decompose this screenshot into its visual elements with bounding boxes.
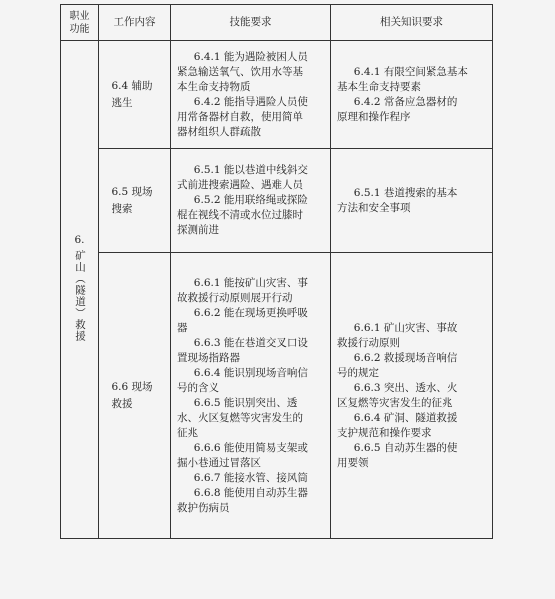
skill-line: 式前进搜索遇险、遇难人员 — [177, 179, 303, 191]
knowledge-line: 6.4.2 常备应急器材的 — [353, 95, 458, 108]
table-header-row — [61, 5, 493, 41]
knowledge-list — [331, 182, 492, 220]
skill-line: 故救援行动原则展开行动 — [177, 291, 293, 304]
function-cell — [61, 41, 99, 539]
skill-line: 6.6.3 能在巷道交叉口设 — [193, 336, 308, 349]
skill-line: 6.4.2 能指导遇险人员使 — [193, 95, 308, 108]
skill-line: 6.6.4 能识别现场音响信 — [193, 366, 308, 379]
skill-line: 6.6.8 能使用自动苏生器 — [193, 486, 308, 499]
content-label: 6.6 现场救援 — [111, 380, 153, 410]
knowledge-line: 基本生命支持要素 — [337, 80, 421, 93]
skill-line: 置现场指路器 — [177, 351, 240, 364]
skills-cell-6-6 — [171, 253, 331, 539]
header-knowledge: 相关知识要求 — [331, 5, 493, 41]
knowledge-cell-6-4 — [331, 41, 493, 149]
knowledge-line: 6.6.5 自动苏生器的使 — [353, 441, 458, 454]
skill-line: 紧急输送氧气、饮用水等基 — [177, 65, 303, 78]
skill-line: 号的含义 — [177, 381, 219, 394]
skills-list — [171, 46, 330, 144]
skill-line: 6.6.2 能在现场更换呼吸 — [193, 306, 308, 319]
occupational-standard-table — [60, 4, 493, 539]
content-cell-6-5 — [99, 149, 171, 253]
skill-line: 掘小巷通过冒落区 — [177, 456, 261, 469]
content-label: 6.4 辅助逃生 — [111, 79, 153, 109]
table-row — [61, 41, 493, 149]
skill-line: 6.6.7 能接水管、接风筒 — [193, 471, 308, 484]
knowledge-line: 6.6.1 矿山灾害、事故 — [353, 321, 458, 334]
table-row — [61, 253, 493, 539]
skills-cell-6-5 — [171, 149, 331, 253]
knowledge-line: 6.4.1 有限空间紧急基本 — [353, 65, 468, 78]
skill-line: 征兆 — [177, 426, 198, 439]
table-row — [61, 149, 493, 253]
skills-list — [171, 159, 330, 242]
knowledge-line: 原理和操作程序 — [337, 110, 411, 123]
knowledge-cell-6-6 — [331, 253, 493, 539]
skill-line: 6.6.1 能按矿山灾害、事 — [193, 276, 308, 289]
knowledge-line: 方法和安全事项 — [337, 201, 411, 214]
content-cell-6-6 — [99, 253, 171, 539]
skill-line: 本生命支持物质 — [177, 80, 251, 93]
skill-line: 棍在视线不清或水位过膝时 — [177, 209, 303, 221]
knowledge-line: 6.6.3 突出、透水、火 — [353, 381, 458, 394]
knowledge-line: 区复燃等灾害发生的征兆 — [337, 396, 453, 409]
skill-line: 救护伤病员 — [177, 501, 230, 514]
skill-line: 6.6.5 能识别突出、透 — [193, 396, 298, 409]
skill-line: 6.6.6 能使用简易支架或 — [193, 441, 308, 454]
header-content: 工作内容 — [99, 5, 171, 41]
knowledge-line: 支护规范和操作要求 — [337, 426, 432, 439]
skill-line: 水、火区复燃等灾害发生的 — [177, 411, 303, 424]
skill-line: 器材组织人群疏散 — [177, 125, 261, 138]
function-number: 6. — [74, 233, 85, 246]
skills-list — [171, 272, 330, 520]
knowledge-line: 号的规定 — [337, 366, 379, 379]
knowledge-cell-6-5 — [331, 149, 493, 253]
content-label: 6.5 现场搜索 — [111, 185, 153, 215]
skill-line: 探测前进 — [177, 224, 219, 236]
header-function-label: 职业功能 — [69, 10, 90, 35]
knowledge-list — [331, 317, 492, 475]
content-cell-6-4 — [99, 41, 171, 149]
knowledge-line: 用要领 — [337, 456, 369, 469]
header-function — [61, 5, 99, 41]
header-skills: 技能要求 — [171, 5, 331, 41]
knowledge-line: 6.5.1 巷道搜索的基本 — [353, 186, 458, 199]
skill-line: 6.5.1 能以巷道中线斜交 — [193, 164, 308, 176]
knowledge-list — [331, 61, 492, 129]
skill-line: 6.5.2 能用联络绳或探险 — [193, 194, 308, 206]
skill-line: 用常备器材自救，使用简单 — [177, 110, 303, 123]
knowledge-line: 救援行动原则 — [337, 336, 400, 349]
knowledge-line: 6.6.2 救援现场音响信 — [353, 351, 458, 364]
skill-line: 器 — [177, 321, 188, 334]
function-name: 矿山（隧道）救援 — [74, 249, 86, 342]
skills-cell-6-4 — [171, 41, 331, 149]
knowledge-line: 6.6.4 矿洞、隧道救援 — [353, 411, 458, 424]
skill-line: 6.4.1 能为遇险被困人员 — [193, 50, 308, 63]
